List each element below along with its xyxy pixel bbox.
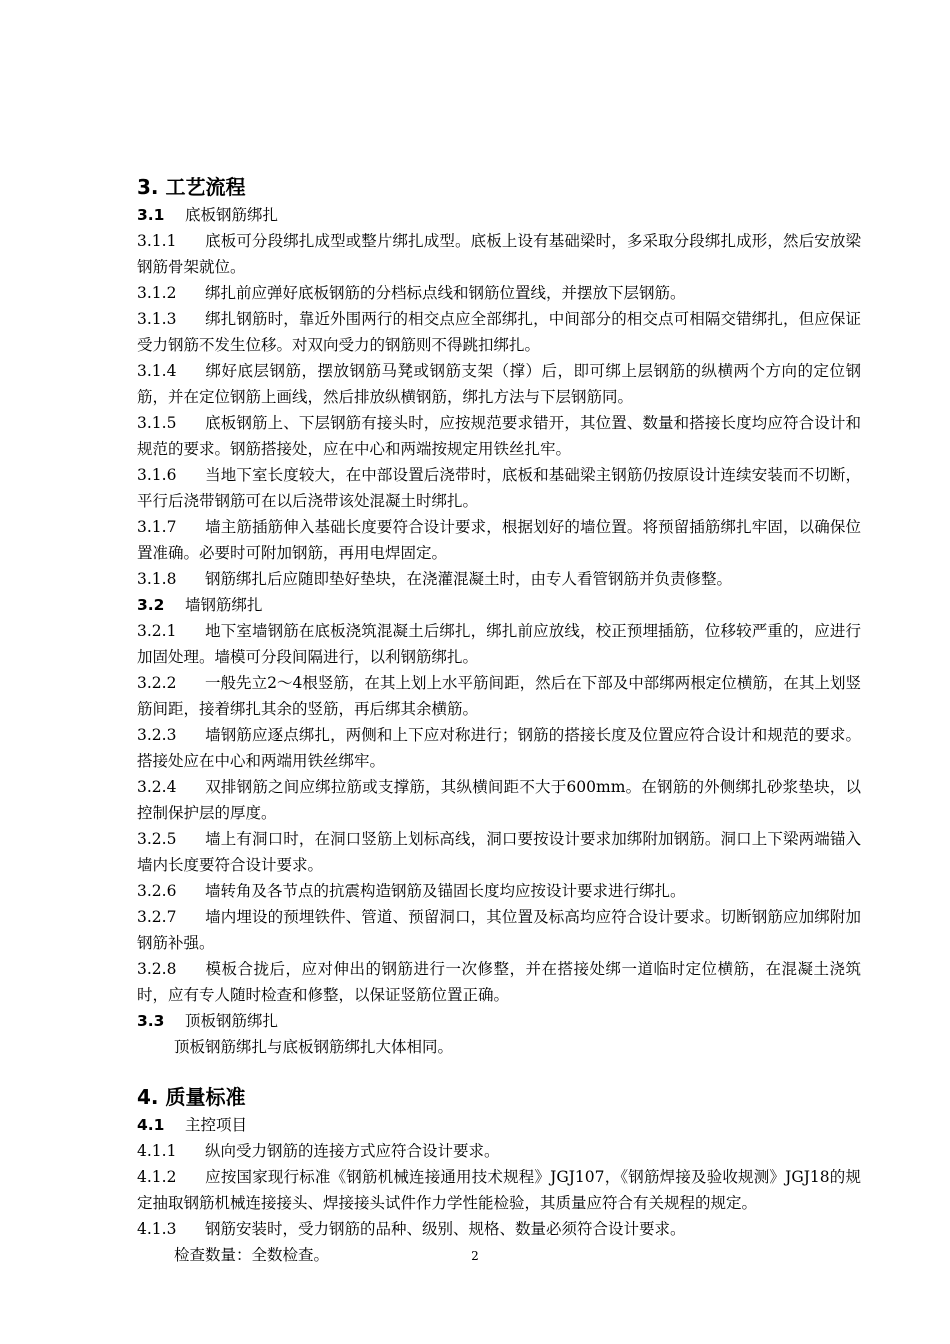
- clause-text: 墙内埋设的预埋铁件、管道、预留洞口，其位置及标高均应符合设计要求。切断钢筋应加绑附加钢筋补强。: [137, 908, 861, 952]
- subsection-3-2-heading: [137, 592, 861, 618]
- clause-text: 墙主筋插筋伸入基础长度要符合设计要求，根据划好的墙位置。将预留插筋绑扎牢固，以确保位置准确。必要时可附加钢筋，再用电焊固定。: [137, 518, 861, 562]
- clause-3-2-1: [137, 618, 861, 670]
- clause-text: 双排钢筋之间应绑拉筋或支撑筋，其纵横间距不大于600mm。在钢筋的外侧绑扎砂浆垫块，以控制保护层的厚度。: [137, 778, 861, 822]
- subsection-number: 3.2: [137, 596, 165, 614]
- clause-4-1-3: [137, 1216, 861, 1242]
- section-3-heading: 3. 工艺流程: [137, 175, 246, 199]
- subsection-number: 4.1: [137, 1116, 165, 1134]
- clause-text: 当地下室长度较大，在中部设置后浇带时，底板和基础梁主钢筋仍按原设计连续安装而不切断，平行后浇带钢筋可在以后浇带该处混凝土时绑扎。: [137, 466, 861, 510]
- clause-3-1-5: [137, 410, 861, 462]
- clause-number: 3.2.4: [137, 778, 177, 796]
- section-4-heading: 4. 质量标准: [137, 1085, 246, 1109]
- clause-number: 3.1.3: [137, 310, 177, 328]
- clause-4-1-2: [137, 1164, 861, 1216]
- clause-number: 3.2.3: [137, 726, 177, 744]
- clause-3-2-2: [137, 670, 861, 722]
- clause-3-2-3: [137, 722, 861, 774]
- clause-text: 模板合拢后，应对伸出的钢筋进行一次修整，并在搭接处绑一道临时定位横筋，在混凝土浇筑时，应有专人随时检查和修整，以保证竖筋位置正确。: [137, 960, 861, 1004]
- clause-number: 3.1.5: [137, 414, 177, 432]
- clause-3-1-1: [137, 228, 861, 280]
- subsection-number: 3.3: [137, 1012, 165, 1030]
- clause-text: 底板钢筋上、下层钢筋有接头时，应按规范要求错开，其位置、数量和搭接长度均应符合设计和规范的要求。钢筋搭接处，应在中心和两端按规定用铁丝扎牢。: [137, 414, 861, 458]
- clause-text: 钢筋绑扎后应随即垫好垫块，在浇灌混凝土时，由专人看管钢筋并负责修整。: [205, 570, 733, 588]
- clause-text: 一般先立2～4根竖筋，在其上划上水平筋间距，然后在下部及中部绑两根定位横筋，在其上划竖筋间距，接着绑扎其余的竖筋，再后绑其余横筋。: [137, 674, 861, 718]
- clause-number: 3.2.1: [137, 622, 177, 640]
- clause-text: 绑好底层钢筋，摆放钢筋马凳或钢筋支架（撑）后，即可绑上层钢筋的纵横两个方向的定位钢筋，并在定位钢筋上画线，然后排放纵横钢筋，绑扎方法与下层钢筋同。: [137, 362, 861, 406]
- clause-text: 底板可分段绑扎成型或整片绑扎成型。底板上设有基础梁时，多采取分段绑扎成形，然后安放梁钢筋骨架就位。: [137, 232, 861, 276]
- clause-text: 纵向受力钢筋的连接方式应符合设计要求。: [205, 1142, 500, 1160]
- clause-3-2-6: [137, 878, 861, 904]
- clause-number: 3.2.6: [137, 882, 177, 900]
- clause-number: 3.1.7: [137, 518, 177, 536]
- clause-number: 3.1.8: [137, 570, 177, 588]
- subsection-4-1-heading: [137, 1112, 861, 1138]
- clause-text: 绑扎钢筋时，靠近外围两行的相交点应全部绑扎，中间部分的相交点可相隔交错绑扎，但应保证受力钢筋不发生位移。对双向受力的钢筋则不得跳扣绑扎。: [137, 310, 861, 354]
- clause-3-1-7: [137, 514, 861, 566]
- clause-number: 3.2.8: [137, 960, 177, 978]
- subsection-3-3-heading: [137, 1008, 861, 1034]
- clause-3-1-2: [137, 280, 861, 306]
- clause-text: 墙转角及各节点的抗震构造钢筋及锚固长度均应按设计要求进行绑扎。: [205, 882, 686, 900]
- subsection-title: 顶板钢筋绑扎: [185, 1012, 279, 1030]
- clause-number: 4.1.3: [137, 1220, 177, 1238]
- clause-number: 3.1.2: [137, 284, 177, 302]
- page-number: 2: [471, 1249, 479, 1263]
- clause-number: 3.2.5: [137, 830, 177, 848]
- clause-text: 绑扎前应弹好底板钢筋的分档标点线和钢筋位置线，并摆放下层钢筋。: [205, 284, 686, 302]
- subsection-title: 底板钢筋绑扎: [185, 206, 279, 224]
- clause-text: 地下室墙钢筋在底板浇筑混凝土后绑扎，绑扎前应放线，校正预埋插筋，位移较严重的，应进行加固处理。墙模可分段间隔进行，以利钢筋绑扎。: [137, 622, 861, 666]
- clause-3-1-4: [137, 358, 861, 410]
- clause-number: 4.1.2: [137, 1168, 177, 1186]
- clause-3-2-7: [137, 904, 861, 956]
- subsection-3-3-text: 顶板钢筋绑扎与底板钢筋绑扎大体相同。: [174, 1038, 454, 1056]
- subsection-number: 3.1: [137, 206, 165, 224]
- clause-3-2-8: [137, 956, 861, 1008]
- clause-text: 钢筋安装时，受力钢筋的品种、级别、规格、数量必须符合设计要求。: [205, 1220, 686, 1238]
- clause-text: 墙钢筋应逐点绑扎，两侧和上下应对称进行；钢筋的搭接长度及位置应符合设计和规范的要求。搭接处应在中心和两端用铁丝绑牢。: [137, 726, 861, 770]
- clause-number: 3.1.1: [137, 232, 177, 250]
- clause-3-1-3: [137, 306, 861, 358]
- check-quantity-text: 检查数量：全数检查。: [174, 1246, 330, 1264]
- clause-number: 3.2.7: [137, 908, 177, 926]
- clause-number: 3.1.4: [137, 362, 177, 380]
- clause-3-1-6: [137, 462, 861, 514]
- clause-number: 4.1.1: [137, 1142, 177, 1160]
- clause-4-1-1: [137, 1138, 861, 1164]
- subsection-3-1-heading: [137, 202, 861, 228]
- clause-text: 墙上有洞口时，在洞口竖筋上划标高线，洞口要按设计要求加绑附加钢筋。洞口上下梁两端锚入墙内长度要符合设计要求。: [137, 830, 861, 874]
- subsection-title: 主控项目: [185, 1116, 248, 1134]
- clause-number: 3.2.2: [137, 674, 177, 692]
- clause-number: 3.1.6: [137, 466, 177, 484]
- clause-text: 应按国家现行标准《钢筋机械连接通用技术规程》JGJ107，《钢筋焊接及验收规测》JGJ18的规定抽取钢筋机械连接接头、焊接接头试件作力学性能检验，其质量应符合有关规程的规定。: [137, 1168, 861, 1212]
- clause-3-2-4: [137, 774, 861, 826]
- clause-3-1-8: [137, 566, 861, 592]
- document-page: [137, 172, 861, 1268]
- clause-3-2-5: [137, 826, 861, 878]
- subsection-title: 墙钢筋绑扎: [185, 596, 263, 614]
